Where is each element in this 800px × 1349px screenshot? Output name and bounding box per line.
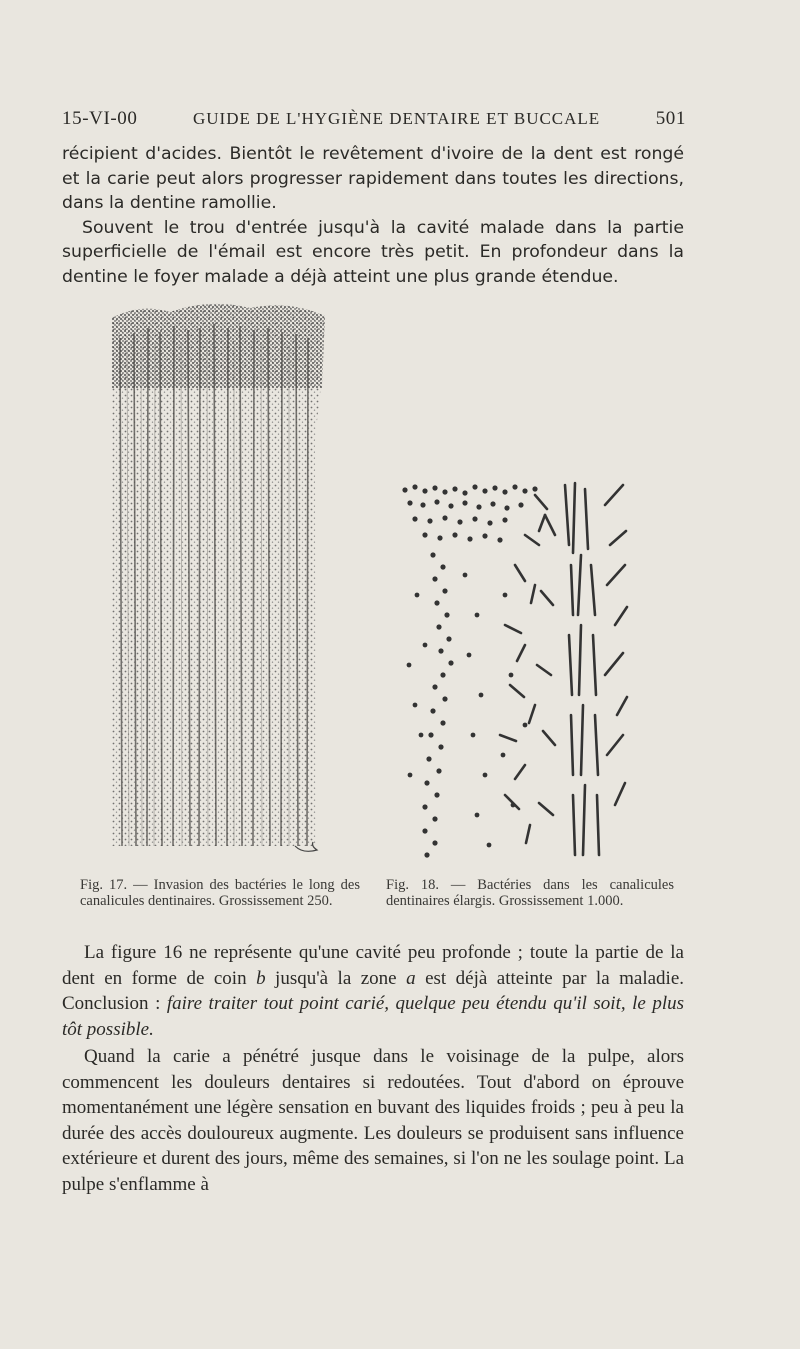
body-paragraph-1 [62, 940, 684, 1042]
figure-17-caption: Fig. 17. — Invasion des bactéries le long des canalicules dentinaires. Grossissement 250. [80, 877, 360, 909]
label-b: b [256, 967, 266, 989]
page-number: 501 [655, 108, 686, 129]
label-a: a [406, 967, 416, 989]
figure-18-caption: Fig. 18. — Bactéries dans les canalicules dentinaires élargis. Grossissement 1.000. [386, 877, 674, 909]
figure-18-illustration [385, 475, 645, 865]
header-date: 15-VI-00 [62, 108, 138, 129]
body-text [62, 940, 684, 1197]
conclusion-italic: faire traiter tout point carié, quelque peu étendu qu'il soit, le plus tôt possible. [62, 993, 684, 1040]
intro-paragraph-2: Souvent le trou d'entrée jusqu'à la cavité malade dans la partie superficielle de l'émail est encore très petit. En profondeur dans la dentine le foyer malade a déjà atteint une plus grande étendue. [62, 217, 684, 287]
intro-text [62, 142, 684, 289]
body-paragraph-1-start: La figure 16 ne représente qu'une cavité peu profonde ; toute la partie de la dent en forme de coin [62, 942, 684, 989]
body-paragraph-1-mid: jusqu'à la zone [265, 967, 407, 989]
header-title: GUIDE DE L'HYGIÈNE DENTAIRE ET BUCCALE [193, 109, 601, 128]
figure-17-illustration [100, 298, 340, 863]
body-paragraph-1-mid2: est déjà atteinte par la maladie. Conclusion : [62, 967, 684, 1014]
intro-paragraph-1: récipient d'acides. Bientôt le revêtement d'ivoire de la dent est rongé et la carie peut alors progresser rapidement dans toutes les directions, dans la dentine ramollie. [62, 144, 684, 213]
running-header [62, 108, 686, 130]
body-paragraph-2: Quand la carie a pénétré jusque dans le voisinage de la pulpe, alors commencent les douleurs dentaires si redoutées. Tout d'abord on éprouve momentanément une légère sensation en buvant des liquides froids ; peu à peu la durée des accès douloureux augmente. Les douleurs se produisent sans influence extérieure et durent des jours, même des semaines, si l'on ne les soulage point. La pulpe s'enflamme à [62, 1046, 684, 1195]
